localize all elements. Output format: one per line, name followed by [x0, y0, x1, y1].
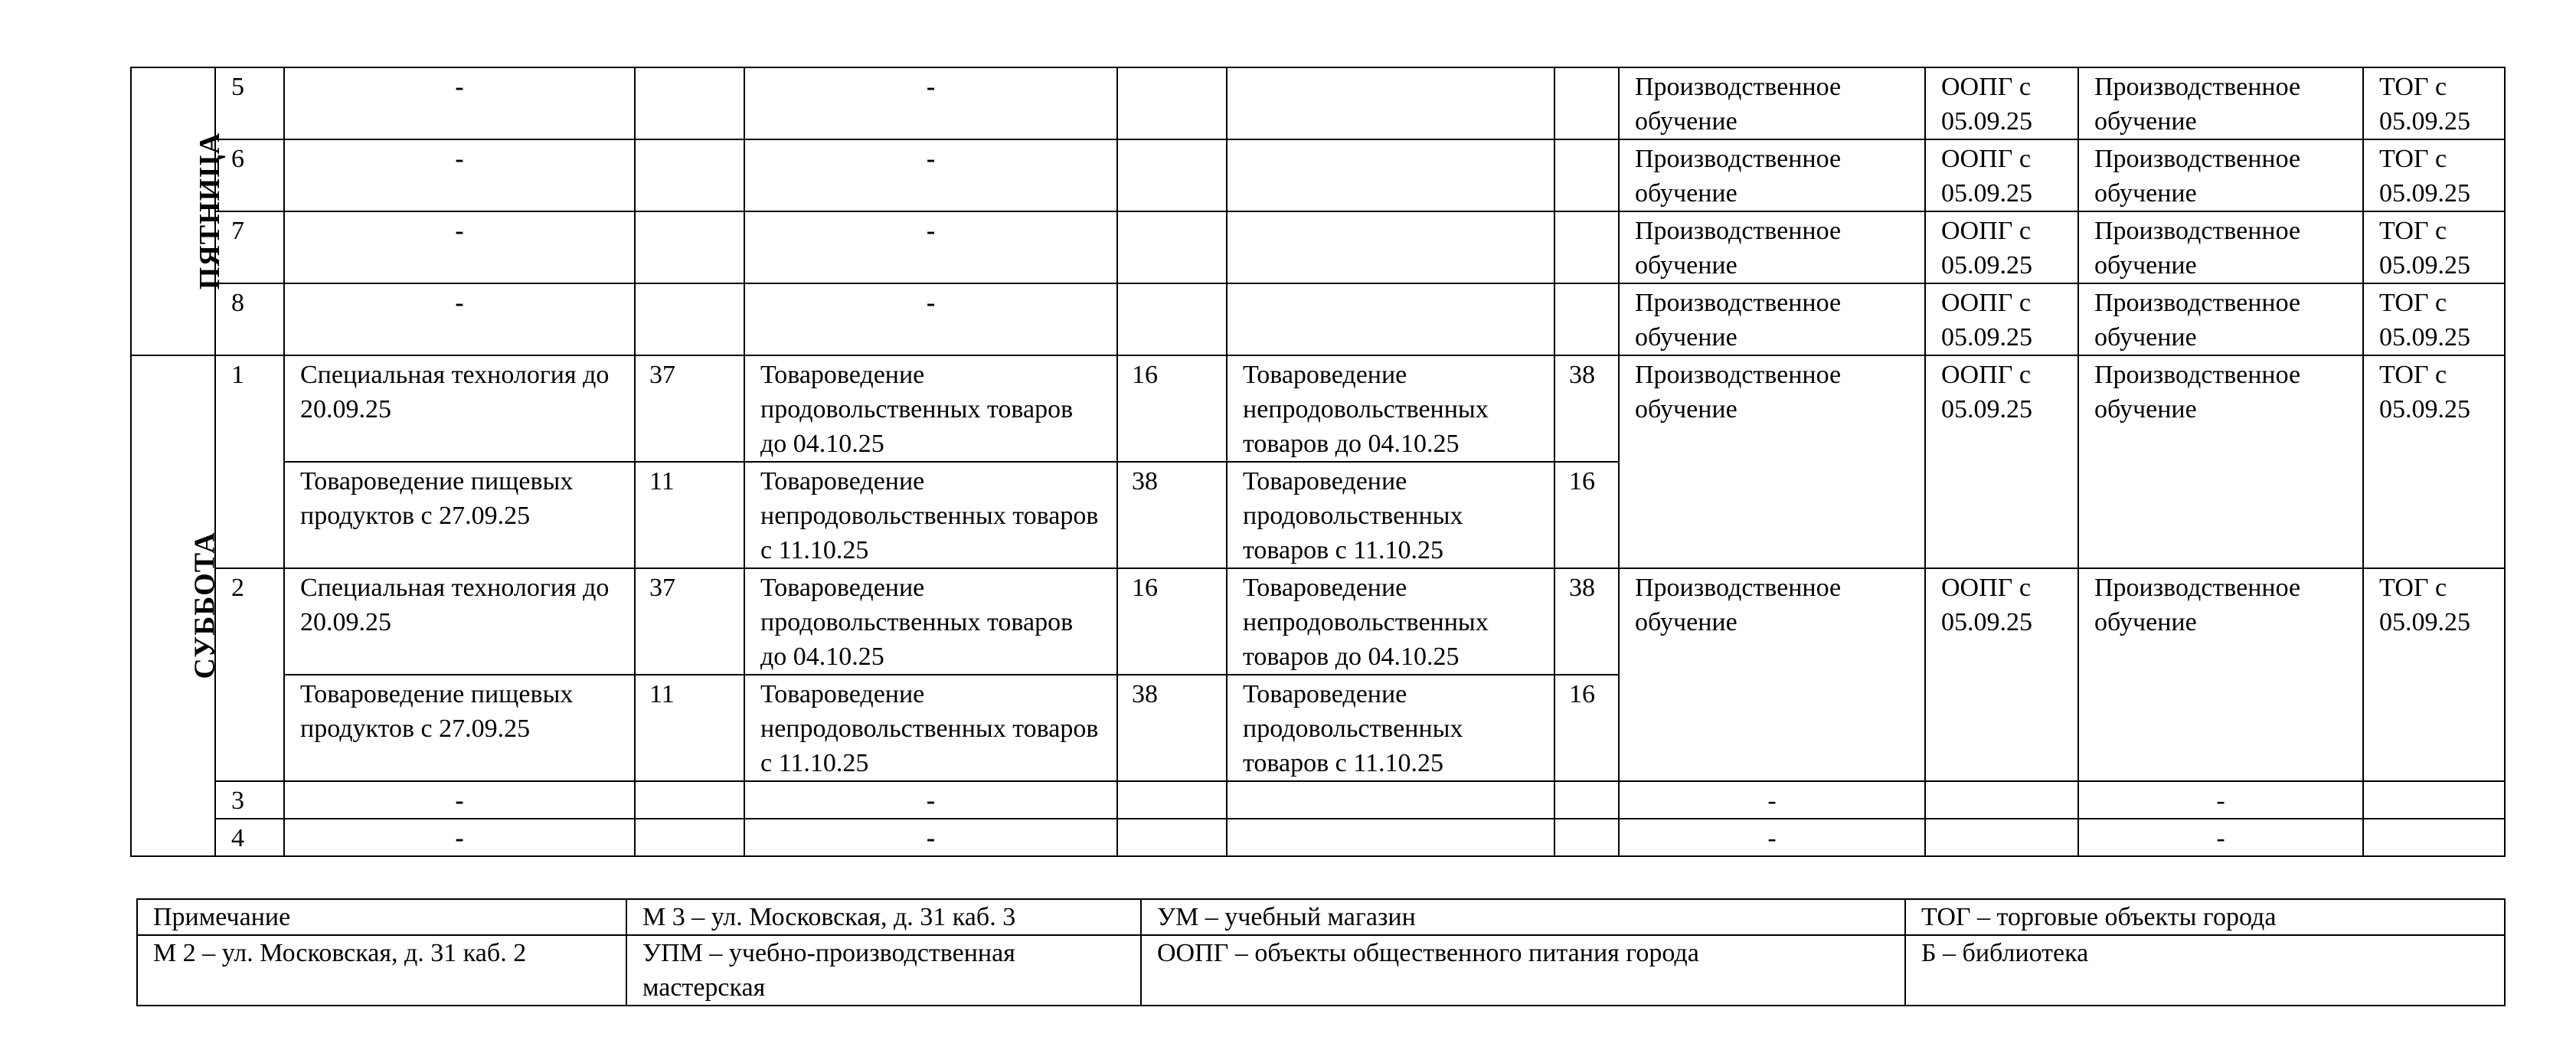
location-cell: ТОГ с 05.09.25	[2363, 568, 2505, 781]
room-cell	[1554, 139, 1619, 211]
subject-cell: -	[744, 781, 1117, 819]
subject-cell: Специальная технология до 20.09.25	[284, 355, 635, 462]
room-cell	[1117, 819, 1227, 856]
lesson-number: 5	[215, 67, 284, 139]
note-cell: УПМ – учебно-производственная мастерская	[626, 935, 1141, 1006]
subject-cell: Товароведение непродовольственных товаров с 11.10.25	[744, 675, 1117, 781]
room-cell: 11	[635, 462, 744, 568]
subject-cell	[1227, 139, 1554, 211]
practice-cell: Производственное обучение	[2078, 355, 2363, 568]
subject-cell: Товароведение продовольственных товаров до 04.10.25	[744, 568, 1117, 675]
practice-cell: Производственное обучение	[2078, 67, 2363, 139]
note-cell: УМ – учебный магазин	[1141, 899, 1905, 935]
location-cell: ООПГ с 05.09.25	[1925, 283, 2078, 355]
room-cell	[635, 139, 744, 211]
room-cell: 38	[1117, 675, 1227, 781]
subject-cell	[1227, 283, 1554, 355]
room-cell: 16	[1554, 462, 1619, 568]
lesson-number: 6	[215, 139, 284, 211]
lesson-number: 3	[215, 781, 284, 819]
subject-cell: Товароведение непродовольственных товаров до 04.10.25	[1227, 355, 1554, 462]
notes-title: Примечание	[137, 899, 626, 935]
lesson-number: 1	[215, 355, 284, 568]
table-row	[131, 139, 2505, 211]
lesson-number: 7	[215, 211, 284, 283]
location-cell: ТОГ с 05.09.25	[2363, 139, 2505, 211]
subject-cell: Товароведение продовольственных товаров с 11.10.25	[1227, 462, 1554, 568]
table-row	[137, 899, 2505, 935]
table-row	[131, 355, 2505, 462]
day-label-friday: ПЯТНИЦА	[131, 67, 215, 355]
subject-cell: -	[744, 211, 1117, 283]
room-cell	[635, 211, 744, 283]
room-cell	[1554, 283, 1619, 355]
schedule-table	[130, 67, 2506, 857]
subject-cell: -	[284, 781, 635, 819]
practice-cell: Производственное обучение	[2078, 568, 2363, 781]
room-cell: 11	[635, 675, 744, 781]
practice-cell: Производственное обучение	[2078, 283, 2363, 355]
room-cell	[1117, 139, 1227, 211]
location-cell	[2363, 781, 2505, 819]
note-cell: М 3 – ул. Московская, д. 31 каб. 3	[626, 899, 1141, 935]
subject-cell: Товароведение продовольственных товаров с 11.10.25	[1227, 675, 1554, 781]
room-cell	[635, 283, 744, 355]
lesson-number: 2	[215, 568, 284, 781]
room-cell	[635, 67, 744, 139]
room-cell: 38	[1554, 568, 1619, 675]
practice-cell: Производственное обучение	[2078, 139, 2363, 211]
subject-cell: -	[284, 211, 635, 283]
subject-cell	[1227, 781, 1554, 819]
location-cell: ТОГ с 05.09.25	[2363, 283, 2505, 355]
room-cell: 37	[635, 568, 744, 675]
room-cell	[1554, 67, 1619, 139]
room-cell: 38	[1554, 355, 1619, 462]
table-row	[131, 568, 2505, 675]
subject-cell: Товароведение непродовольственных товаров до 04.10.25	[1227, 568, 1554, 675]
subject-cell: -	[744, 67, 1117, 139]
room-cell: 16	[1554, 675, 1619, 781]
location-cell: ТОГ с 05.09.25	[2363, 355, 2505, 568]
room-cell	[635, 781, 744, 819]
subject-cell: -	[284, 283, 635, 355]
location-cell: ООПГ с 05.09.25	[1925, 139, 2078, 211]
location-cell	[1925, 781, 2078, 819]
note-cell: Б – библиотека	[1905, 935, 2505, 1006]
room-cell	[1117, 67, 1227, 139]
note-cell: М 2 – ул. Московская, д. 31 каб. 2	[137, 935, 626, 1006]
practice-cell: Производственное обучение	[1619, 211, 1925, 283]
practice-cell: -	[1619, 781, 1925, 819]
table-row	[137, 935, 2505, 1006]
practice-cell: -	[1619, 819, 1925, 856]
room-cell: 37	[635, 355, 744, 462]
location-cell	[2363, 819, 2505, 856]
table-row	[131, 67, 2505, 139]
subject-cell: -	[744, 283, 1117, 355]
room-cell: 38	[1117, 462, 1227, 568]
note-cell: ТОГ – торговые объекты города	[1905, 899, 2505, 935]
subject-cell: -	[284, 67, 635, 139]
note-cell: ООПГ – объекты общественного питания города	[1141, 935, 1905, 1006]
location-cell: ТОГ с 05.09.25	[2363, 67, 2505, 139]
lesson-number: 8	[215, 283, 284, 355]
location-cell: ООПГ с 05.09.25	[1925, 568, 2078, 781]
location-cell: ООПГ с 05.09.25	[1925, 67, 2078, 139]
practice-cell: Производственное обучение	[1619, 568, 1925, 781]
subject-cell	[1227, 211, 1554, 283]
table-row	[131, 211, 2505, 283]
room-cell	[1554, 819, 1619, 856]
subject-cell	[1227, 819, 1554, 856]
room-cell: 16	[1117, 355, 1227, 462]
room-cell	[1117, 283, 1227, 355]
practice-cell: Производственное обучение	[1619, 67, 1925, 139]
subject-cell: -	[744, 139, 1117, 211]
table-row	[131, 819, 2505, 856]
subject-cell: -	[284, 139, 635, 211]
practice-cell: Производственное обучение	[1619, 355, 1925, 568]
subject-cell: Специальная технология до 20.09.25	[284, 568, 635, 675]
subject-cell: Товароведение продовольственных товаров до 04.10.25	[744, 355, 1117, 462]
practice-cell: -	[2078, 819, 2363, 856]
day-label-saturday: СУББОТА	[131, 355, 215, 856]
notes-table	[136, 898, 2506, 1006]
room-cell	[1117, 781, 1227, 819]
room-cell	[1554, 781, 1619, 819]
practice-cell: Производственное обучение	[2078, 211, 2363, 283]
location-cell: ООПГ с 05.09.25	[1925, 211, 2078, 283]
table-row	[131, 283, 2505, 355]
subject-cell: Товароведение пищевых продуктов с 27.09.25	[284, 675, 635, 781]
room-cell	[1554, 211, 1619, 283]
location-cell	[1925, 819, 2078, 856]
room-cell	[635, 819, 744, 856]
practice-cell: -	[2078, 781, 2363, 819]
room-cell: 16	[1117, 568, 1227, 675]
location-cell: ООПГ с 05.09.25	[1925, 355, 2078, 568]
subject-cell: Товароведение непродовольственных товаров с 11.10.25	[744, 462, 1117, 568]
room-cell	[1117, 211, 1227, 283]
practice-cell: Производственное обучение	[1619, 139, 1925, 211]
subject-cell	[1227, 67, 1554, 139]
subject-cell: -	[284, 819, 635, 856]
subject-cell: Товароведение пищевых продуктов с 27.09.25	[284, 462, 635, 568]
location-cell: ТОГ с 05.09.25	[2363, 211, 2505, 283]
practice-cell: Производственное обучение	[1619, 283, 1925, 355]
table-row	[131, 781, 2505, 819]
subject-cell: -	[744, 819, 1117, 856]
lesson-number: 4	[215, 819, 284, 856]
